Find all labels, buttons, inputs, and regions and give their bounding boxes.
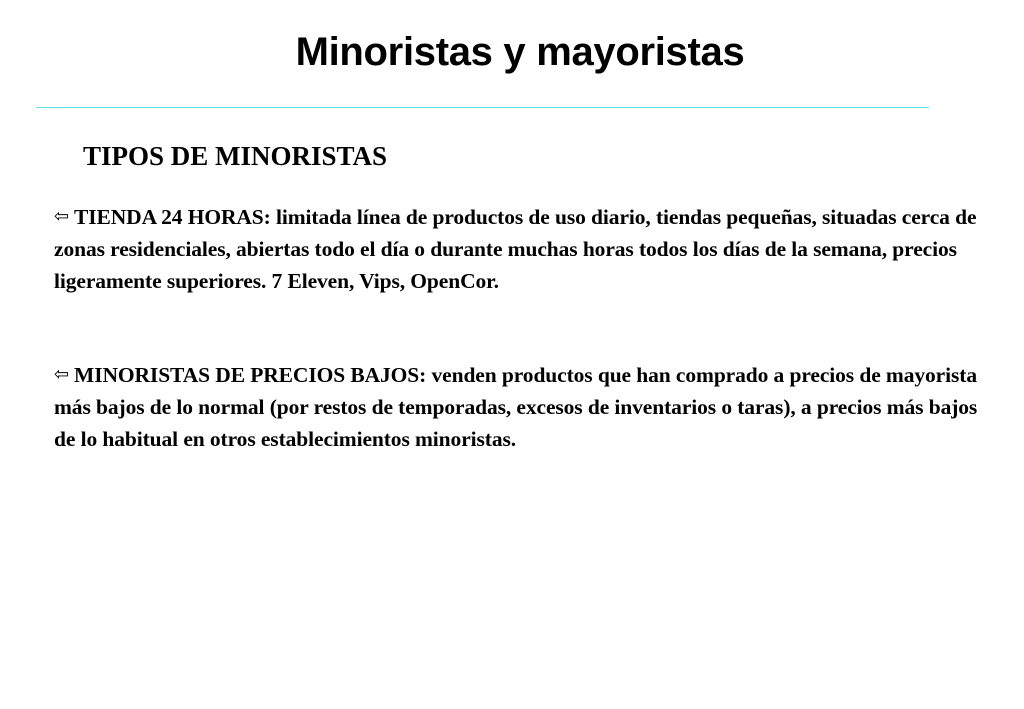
slide-title: Minoristas y mayoristas <box>295 30 745 74</box>
bullet-item-minoristas-precios-bajos <box>54 359 984 455</box>
bullet-item-tienda-24-horas <box>54 201 984 297</box>
bullet-text: limitada línea de productos de uso diario, tiendas pequeñas, situadas cerca de zonas residenciales, abiertas todo el día o durante muchas horas todos los días de la semana, precios ligeramente superiores. 7 Eleven, Vips, OpenCor. <box>54 205 977 293</box>
hollow-left-arrow-icon: ⇦ <box>54 364 69 385</box>
hollow-left-arrow-icon: ⇦ <box>54 206 69 227</box>
bullet-term: MINORISTAS DE PRECIOS BAJOS: <box>74 363 427 387</box>
section-heading: TIPOS DE MINORISTAS <box>83 141 388 171</box>
bullet-text: venden productos que han comprado a precios de mayorista más bajos de lo normal (por restos de temporadas, excesos de inventarios o taras), a precios más bajos de lo habitual en otros establecimientos minoristas. <box>54 363 978 451</box>
title-divider <box>36 107 929 108</box>
bullet-term: TIENDA 24 HORAS: <box>74 205 271 229</box>
